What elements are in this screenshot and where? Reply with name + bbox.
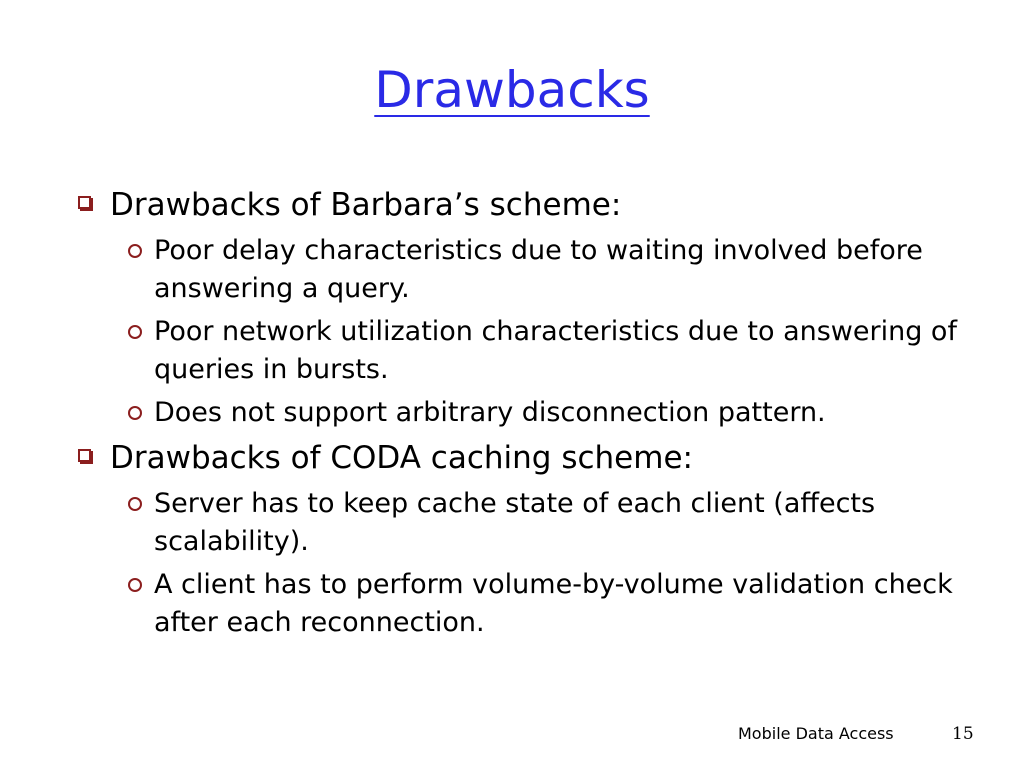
square-bullet-icon [78, 196, 91, 209]
circle-bullet-icon [128, 578, 142, 592]
sub-bullet-text: Server has to keep cache state of each client (affects scalability). [154, 488, 876, 557]
sub-bullet-list [118, 485, 974, 642]
bullet-item [74, 184, 974, 226]
sub-bullet-text: Poor delay characteristics due to waiting involved before answering a query. [154, 235, 923, 304]
slide-title: Drawbacks [374, 61, 650, 119]
square-bullet-icon [78, 449, 91, 462]
circle-bullet-icon [128, 497, 142, 511]
sub-bullet-item [118, 485, 974, 561]
sub-bullet-item [118, 313, 974, 389]
circle-bullet-icon [128, 406, 142, 420]
sub-bullet-item [118, 232, 974, 308]
slide-body [74, 184, 974, 647]
bullet-text: Drawbacks of Barbara’s scheme: [110, 187, 622, 223]
circle-bullet-icon [128, 244, 142, 258]
sub-bullet-text: Poor network utilization characteristics due to answering of queries in bursts. [154, 316, 957, 385]
sub-bullet-item [118, 394, 974, 432]
footer-title: Mobile Data Access [738, 724, 894, 743]
sub-bullet-list [118, 232, 974, 432]
sub-bullet-text: A client has to perform volume-by-volume validation check after each reconnection. [154, 569, 953, 638]
page-number: 15 [952, 724, 974, 744]
bullet-text: Drawbacks of CODA caching scheme: [110, 440, 693, 476]
sub-bullet-item [118, 566, 974, 642]
bullet-item [74, 437, 974, 479]
sub-bullet-text: Does not support arbitrary disconnection pattern. [154, 397, 826, 428]
circle-bullet-icon [128, 325, 142, 339]
